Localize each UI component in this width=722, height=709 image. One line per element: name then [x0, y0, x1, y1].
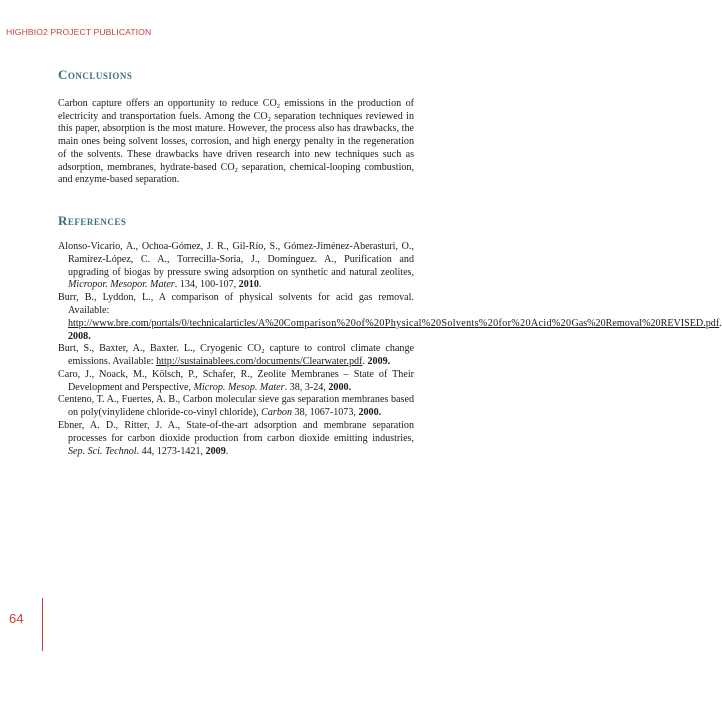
reference-detail: 38, 1067-1073, — [292, 407, 359, 419]
reference-text: Centeno, T. A., Fuertes, A. B., Carbon molecular sieve gas separation membranes based on poly(vinylidene chloride-co-vinyl chloride), — [58, 394, 414, 419]
reference-journal: Sep. Sci. Technol — [68, 445, 137, 457]
reference-item — [58, 369, 414, 395]
reference-detail: . 134, 100-107, — [174, 279, 239, 291]
reference-year: 2009. — [367, 356, 391, 368]
reference-text: Caro, J., Noack, M., Kölsch, P., Schafer, R., Zeolite Membranes – State of Their Development and Perspective, — [58, 368, 414, 393]
reference-detail: . 44, 1273-1421, — [136, 445, 206, 457]
running-header: HIGHBIO2 PROJECT PUBLICATION — [6, 27, 152, 37]
conclusions-heading: Conclusions — [58, 67, 133, 82]
reference-year: 2000. — [328, 381, 352, 393]
conclusions-text-1: Carbon capture offers an opportunity to reduce CO — [58, 98, 277, 109]
reference-item — [58, 241, 414, 292]
co2-subscript: 2 — [261, 348, 265, 356]
reference-journal: Micropor. Mesopor. Mater — [68, 279, 175, 291]
reference-detail: . 38, 3-24, — [284, 381, 329, 393]
reference-journal: Carbon — [261, 407, 292, 419]
reference-link[interactable]: Comparison%20of%20Physical%20Solvents%20for%20Acid%20 — [283, 317, 572, 329]
reference-year: 2000. — [358, 407, 382, 419]
reference-end: . — [362, 356, 368, 368]
conclusions-paragraph — [58, 98, 414, 187]
references-heading: References — [58, 212, 127, 228]
reference-text: Burt, S., Baxter, A., Baxter. L., Cryogenic CO — [58, 343, 262, 355]
reference-link[interactable]: Gas%20Removal%20REVISED.pdf — [571, 317, 720, 329]
co2-subscript: 2 — [276, 103, 280, 110]
reference-end: . — [719, 317, 722, 329]
reference-year: 2010 — [238, 279, 259, 291]
page-number: 64 — [9, 611, 24, 626]
margin-rule — [42, 598, 43, 651]
reference-item — [58, 420, 414, 458]
co2-subscript: 2 — [234, 166, 238, 174]
conclusions-text-3: separation techniques reviewed in this paper, absorption is the most mature. However, the process also has drawbacks, the main ones being solvent losses, corrosion, and high energy penalty in the regeneration of the solvents. These drawbacks have driven research into new techniques such as adsorption, membranes, hydrate-based CO — [58, 110, 414, 173]
reference-link[interactable]: http://sustainablees.com/documents/Clearwater.pdf — [156, 356, 363, 368]
reference-text: Ebner, A. D., Ritter, J. A., State-of-the-art adsorption and membrane separation processes for carbon dioxide production from carbon dioxide emitting industries, — [58, 420, 414, 444]
reference-year: 2008. — [68, 330, 91, 342]
conclusions-text-4: separation, chemical-looping combustion, and enzyme-based separation. — [58, 161, 414, 186]
reference-end: . — [225, 445, 229, 457]
reference-list — [58, 240, 722, 459]
reference-item — [58, 292, 722, 343]
reference-item — [58, 343, 414, 369]
reference-link[interactable]: http://www.bre.com/portals/0/technicalarticles/A%20 — [68, 317, 284, 329]
reference-item — [58, 394, 414, 420]
reference-journal: Microp. Mesop. Mater — [193, 381, 285, 393]
co2-subscript: 2 — [267, 115, 271, 123]
reference-year: 2009 — [205, 445, 226, 457]
reference-text: capture to control climate change emissions. Available: — [68, 343, 415, 368]
reference-end: . — [258, 279, 262, 291]
conclusions-text-2: emissions in the production of electricity and transportation fuels. Among the CO — [58, 98, 414, 122]
page-content — [58, 66, 722, 458]
reference-text: Alonso-Vicario, A., Ochoa-Gómez, J. R., Gil-Río, S., Gómez-Jiménez-Aberasturi, O., Ramírez-López, C. A., Torrecilla-Soria, J., Domínguez. A., Purification and upgrading of biogas by pressure swing adsorption on synthetic and natural zeolites, — [58, 240, 414, 278]
reference-text: Burr, B., Lyddon, L., A comparison of physical solvents for acid gas removal. Available: — [58, 292, 414, 316]
